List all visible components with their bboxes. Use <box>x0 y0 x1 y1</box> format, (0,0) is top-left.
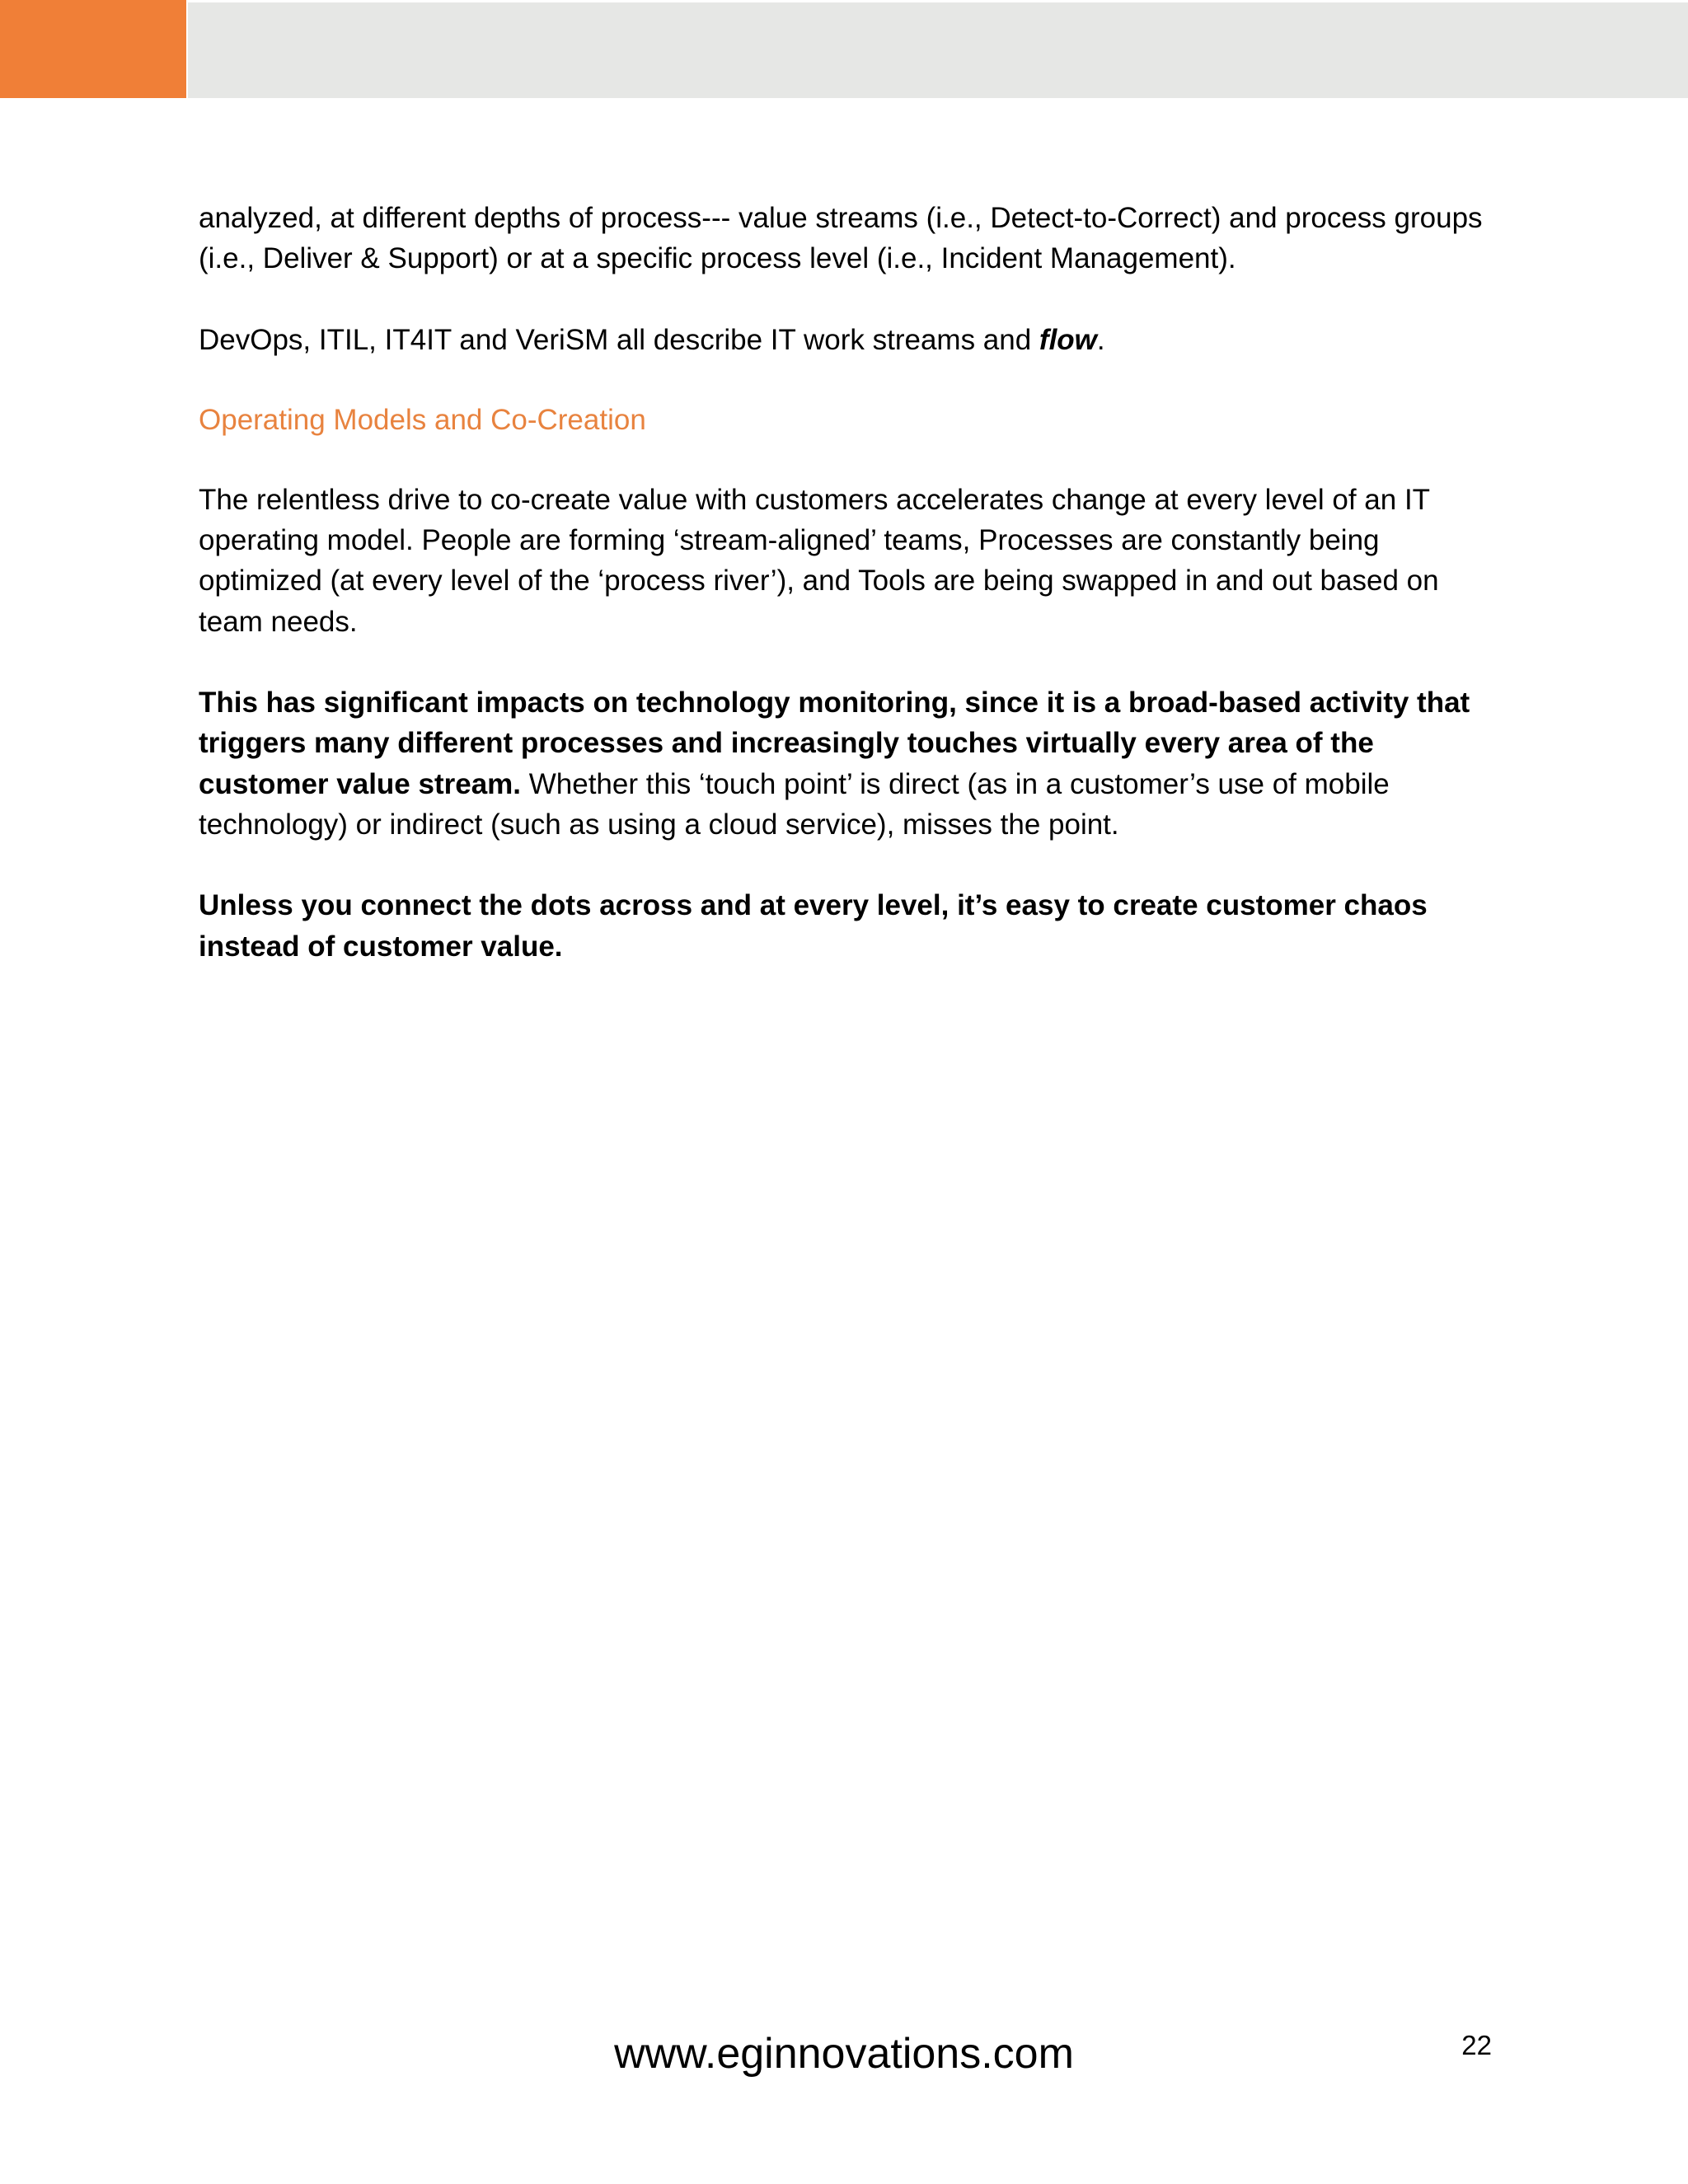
footer-url: www.eginnovations.com <box>614 2030 1074 2078</box>
paragraph-connect-dots: Unless you connect the dots across and at every level, it’s easy to create customer chaos instead of customer value. <box>199 889 1428 963</box>
paragraph-process-depths: analyzed, at different depths of process--- value streams (i.e., Detect-to-Correct) and process groups (i.e., Deliver & Support) or at a specific process level (i.e., Incident Management). <box>199 202 1483 275</box>
monitoring-impact-bold: This has significant impacts on technology monitoring, since it is a broad-based activity that triggers many different processes and increasingly touches virtually every area of the customer value stream. <box>199 687 1470 800</box>
header-accent-block <box>0 0 186 98</box>
paragraph-work-streams <box>199 320 1501 360</box>
work-streams-period: . <box>1096 323 1105 356</box>
section-heading: Operating Models and Co-Creation <box>199 403 646 436</box>
paragraph-co-create: The relentless drive to co-create value with customers accelerates change at every level of an IT operating model. People are forming ‘stream-aligned’ teams, Processes are constantly being optimized (at every level of the ‘process river’), and Tools are being swapped in and out based on team needs. <box>199 483 1439 638</box>
paragraph-monitoring-impact <box>199 682 1501 845</box>
header-gray-band <box>188 2 1688 98</box>
work-streams-text: DevOps, ITIL, IT4IT and VeriSM all describe IT work streams and <box>199 323 1039 356</box>
monitoring-impact-rest: Whether this ‘touch point’ is direct (as in a customer’s use of mobile technology) or indirect (such as using a cloud service), misses the point. <box>199 767 1390 841</box>
page-number: 22 <box>1461 2030 1492 2060</box>
page-content <box>199 198 1501 967</box>
flow-emphasis: flow <box>1039 323 1097 356</box>
page-header <box>0 0 1688 98</box>
